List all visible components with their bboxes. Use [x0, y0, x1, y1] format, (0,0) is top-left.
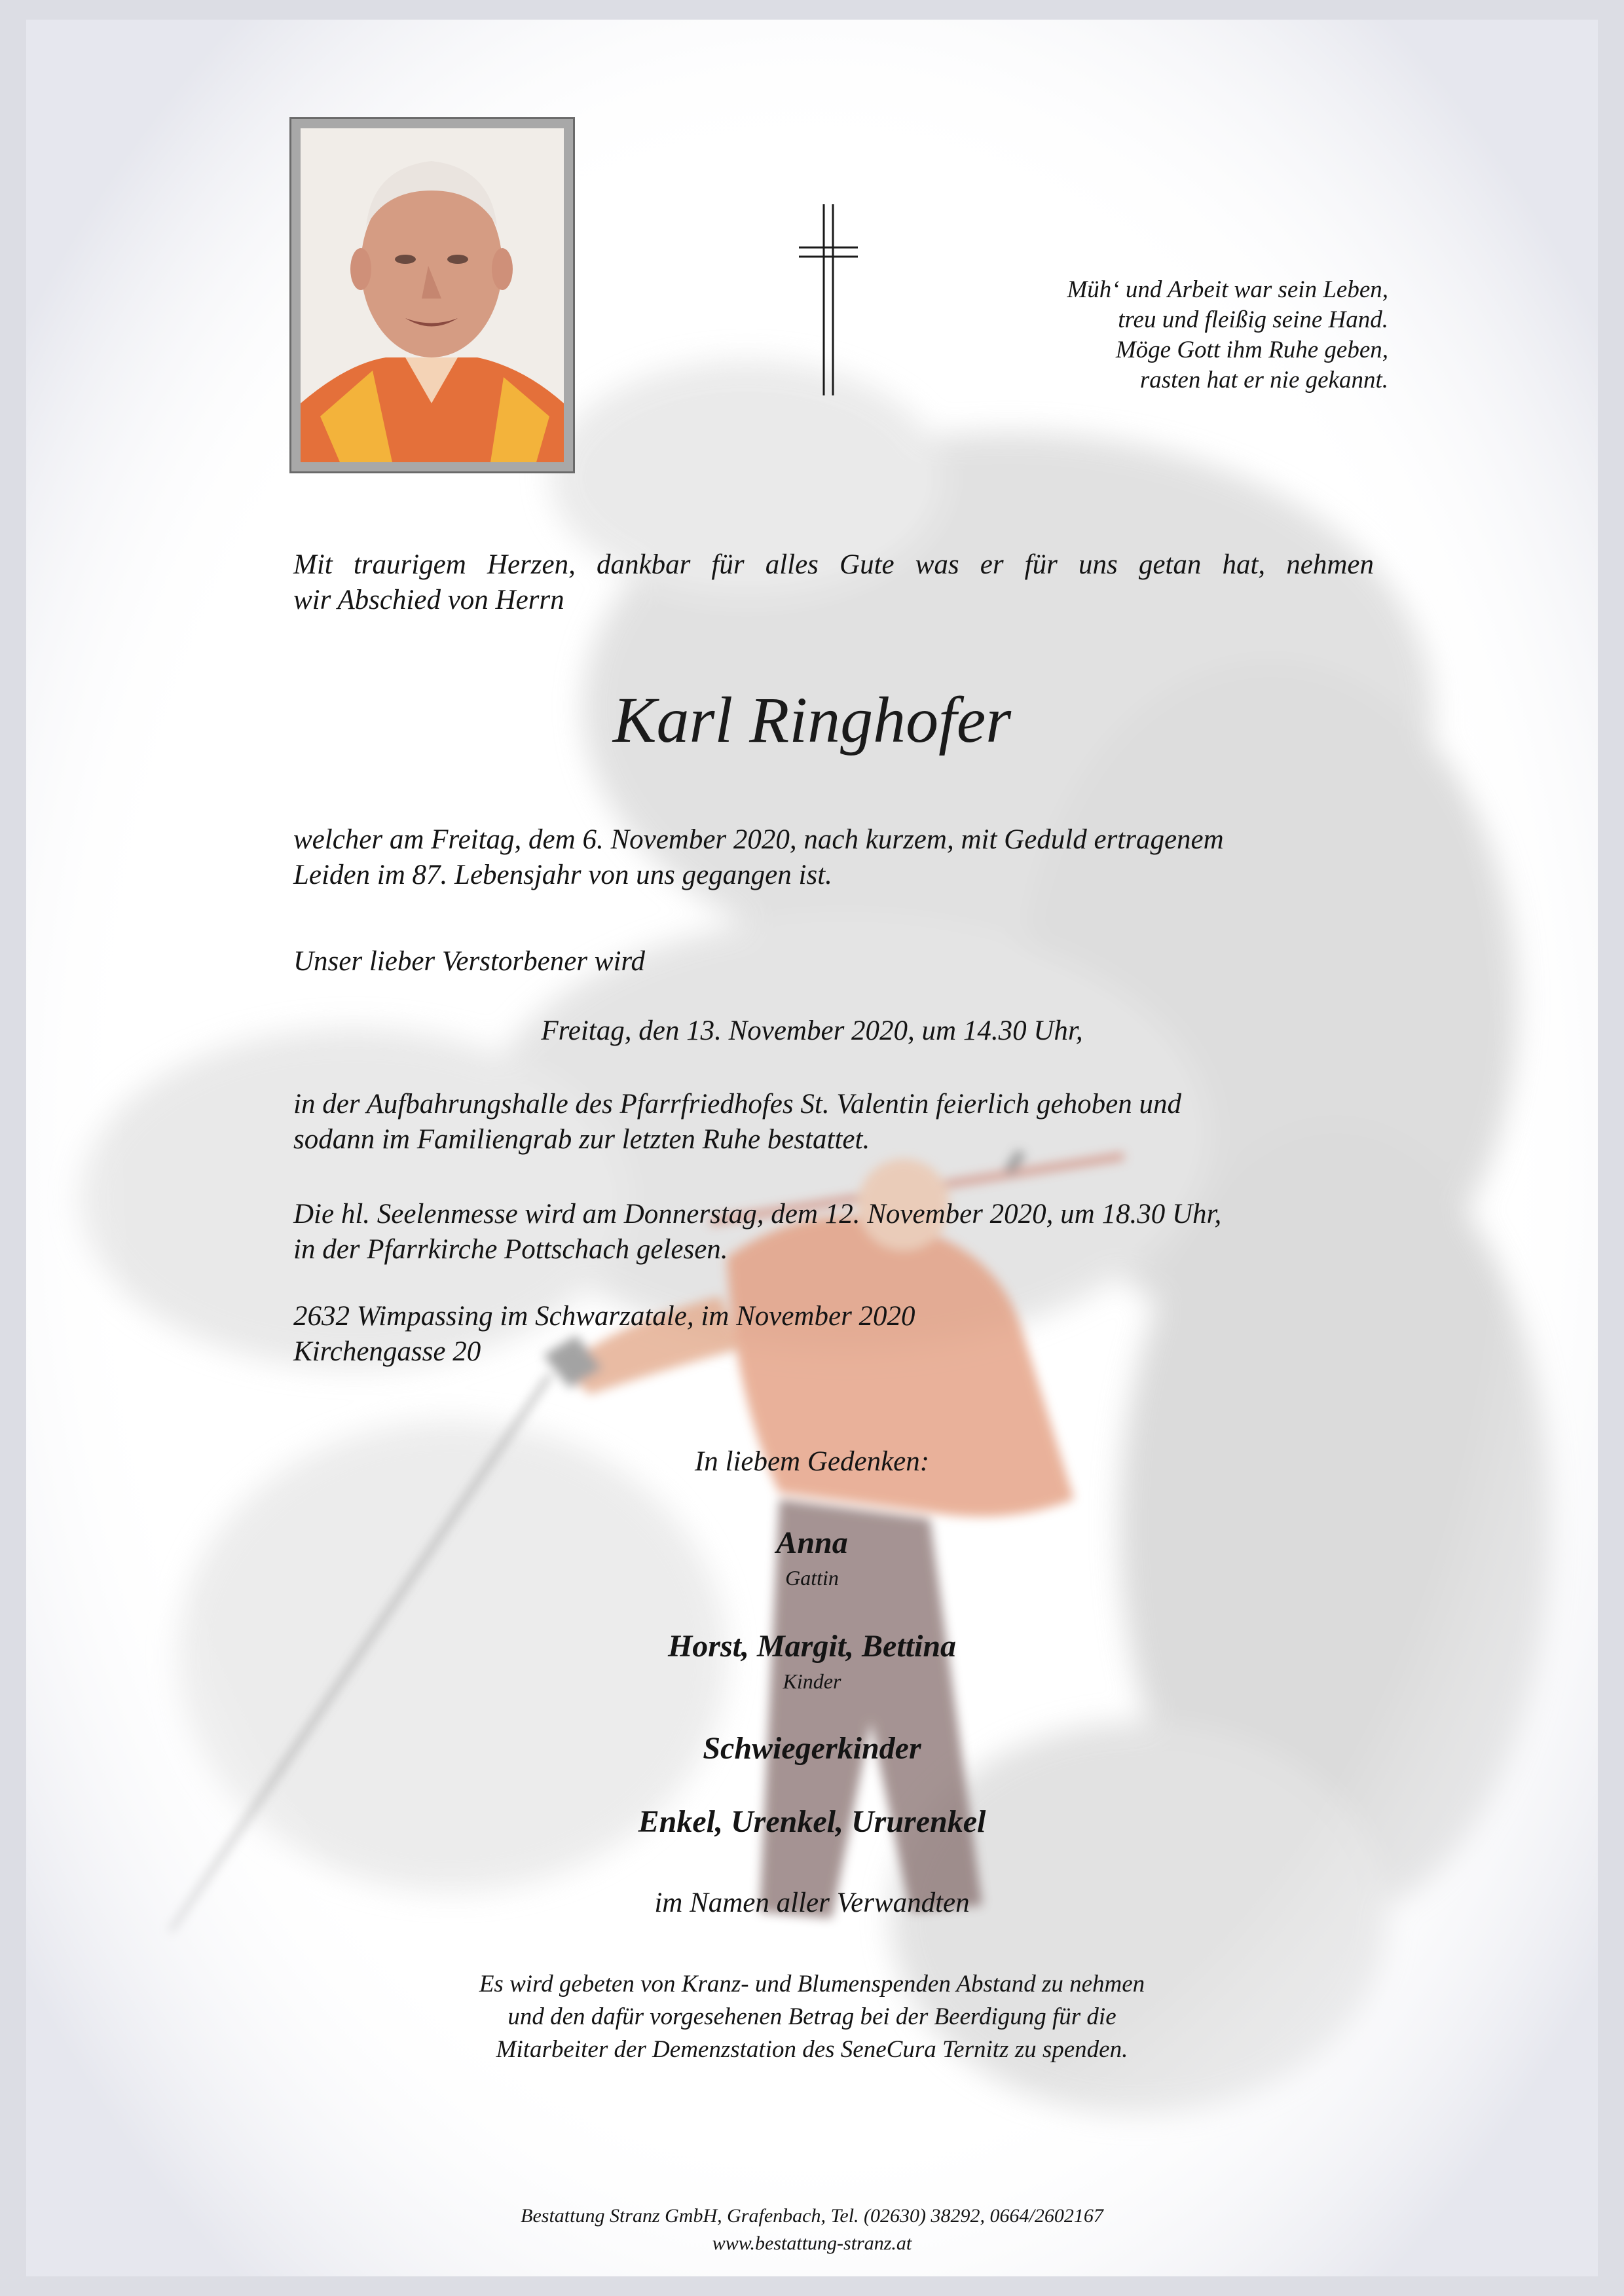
- death-notice-line-1: welcher am Freitag, dem 6. November 2020, nach kurzem, mit Geduld ertragenem: [293, 824, 1224, 855]
- mass-line-2: in der Pfarrkirche Pottschach gelesen.: [293, 1234, 728, 1265]
- donation-request: [26, 1968, 1598, 2066]
- footer: [26, 2202, 1598, 2257]
- poem-line: treu und fleißig seine Hand.: [1118, 306, 1388, 333]
- funeral-place: [293, 1087, 1367, 1157]
- funeral-intro: Unser lieber Verstorbener wird: [293, 946, 646, 977]
- poem-line: Müh‘ und Arbeit war sein Leben,: [1067, 276, 1388, 303]
- grandchildren: Enkel, Urenkel, Ururenkel: [638, 1804, 986, 1839]
- in-laws: Schwiegerkinder: [703, 1731, 921, 1766]
- donation-line-1: Es wird gebeten von Kranz- und Blumenspenden Abstand zu nehmen: [479, 1971, 1145, 1997]
- poem-line: Möge Gott ihm Ruhe geben,: [1115, 337, 1388, 363]
- mass-notice: [293, 1197, 1367, 1267]
- intro-line-1: Mit traurigem Herzen, dankbar für alles Gute was er für uns getan hat, nehmen: [293, 549, 1374, 580]
- poem-line: rasten hat er nie gekannt.: [1139, 367, 1388, 393]
- donation-line-2: und den dafür vorgesehenen Betrag bei der Beerdigung für die: [507, 2003, 1116, 2030]
- cross-icon: [799, 204, 858, 395]
- deceased-name: Karl Ringhofer: [612, 683, 1012, 756]
- spouse-relation: Gattin: [785, 1566, 839, 1590]
- address-line-2: Kirchengasse 20: [293, 1336, 481, 1367]
- children-relation: Kinder: [783, 1669, 841, 1693]
- intro-text: [293, 547, 1374, 618]
- portrait-frame: [289, 117, 575, 473]
- funeral-date: Freitag, den 13. November 2020, um 14.30 Uhr,: [541, 1015, 1083, 1046]
- mourners-heading: In liebem Gedenken:: [694, 1446, 930, 1477]
- footer-company: Bestattung Stranz GmbH, Grafenbach, Tel. (02630) 38292, 0664/2602167: [521, 2205, 1103, 2227]
- intro-line-2: wir Abschied von Herrn: [293, 585, 564, 615]
- portrait-photo: [301, 128, 564, 462]
- poem: [969, 275, 1388, 395]
- children-names: Horst, Margit, Bettina: [667, 1629, 957, 1664]
- death-notice: [293, 822, 1367, 893]
- address: [293, 1299, 1367, 1370]
- address-line-1: 2632 Wimpassing im Schwarzatale, im November 2020: [293, 1301, 915, 1332]
- footer-website[interactable]: www.bestattung-stranz.at: [712, 2232, 912, 2254]
- donation-line-3: Mitarbeiter der Demenzstation des SeneCura Ternitz zu spenden.: [496, 2036, 1128, 2063]
- relatives-line: im Namen aller Verwandten: [654, 1887, 970, 1918]
- funeral-place-line-2: sodann im Familiengrab zur letzten Ruhe bestattet.: [293, 1124, 870, 1155]
- spouse-name: Anna: [776, 1525, 848, 1560]
- funeral-place-line-1: in der Aufbahrungshalle des Pfarrfriedhofes St. Valentin feierlich gehoben und: [293, 1089, 1181, 1120]
- death-notice-line-2: Leiden im 87. Lebensjahr von uns gegangen ist.: [293, 860, 832, 890]
- mass-line-1: Die hl. Seelenmesse wird am Donnerstag, dem 12. November 2020, um 18.30 Uhr,: [293, 1199, 1222, 1230]
- obituary-page: [26, 20, 1598, 2276]
